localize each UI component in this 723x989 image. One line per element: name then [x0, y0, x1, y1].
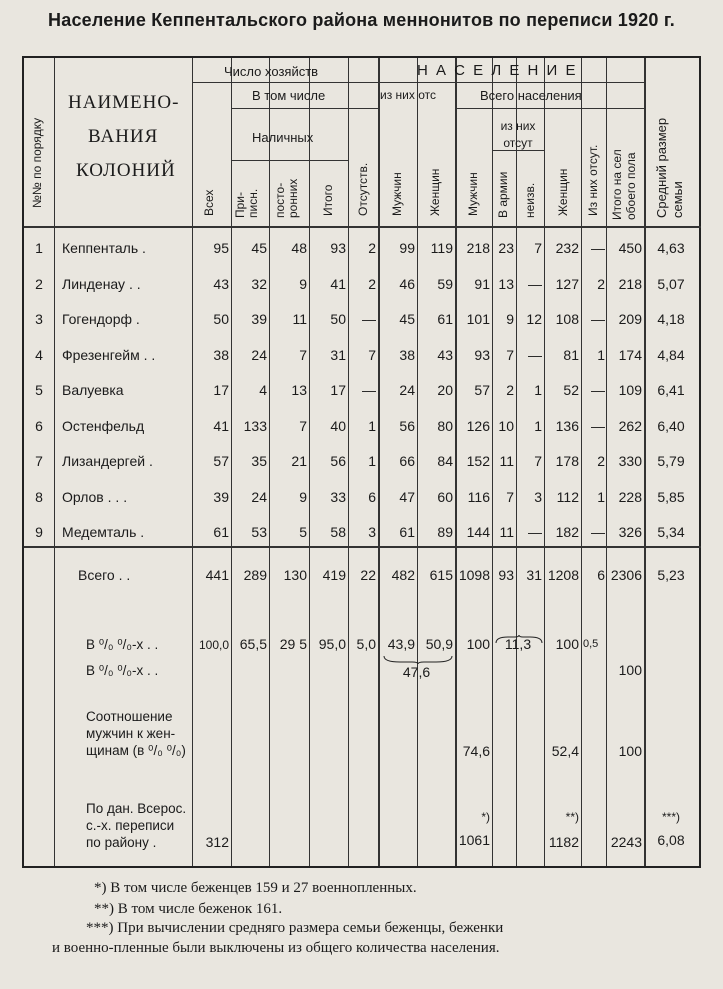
census-avg-mark: ***): [661, 810, 680, 824]
cell-avg: 4,18: [657, 311, 685, 327]
cell-sum: 17: [330, 382, 346, 398]
cell-pm: 91: [474, 276, 490, 292]
ratio-label-1: Соотношение: [86, 709, 173, 724]
cell-unk: 3: [534, 489, 542, 505]
cell-sum: 419: [322, 567, 346, 583]
cell-men: 45: [399, 311, 415, 327]
header-colony-2: ВАНИЯ: [88, 126, 159, 147]
header-army: В армии: [496, 171, 510, 218]
ratio-pop-men: 74,6: [462, 743, 490, 759]
cell-unk: —: [528, 524, 542, 540]
cell-avg: 5,85: [657, 489, 685, 505]
colony-name: Фрезенгейм . .: [62, 347, 156, 363]
cell-men: 66: [399, 453, 415, 469]
cell-reg: 133: [243, 418, 267, 434]
footnote-1: *) В том числе беженцев 159 и 27 военнопленных.: [94, 880, 417, 896]
cell-pm: 1098: [458, 567, 490, 583]
colony-name: Гогендорф .: [62, 311, 140, 327]
cell-wabs: 2: [597, 453, 605, 469]
cell-unk: 1: [534, 418, 542, 434]
cell-pm: 116: [467, 489, 490, 505]
cell-pm: 218: [466, 240, 490, 256]
header-households: Число хозяйств: [224, 64, 319, 79]
cell-total: 441: [205, 567, 229, 583]
cell-army: 93: [498, 567, 514, 583]
cell-pw: 182: [555, 524, 579, 540]
cell-tot: 209: [618, 311, 642, 327]
header-incl: В том числе: [252, 88, 326, 103]
cell-out: 21: [291, 453, 307, 469]
cell-wabs: 1: [597, 489, 605, 505]
cell-abs: 2: [368, 240, 376, 256]
header-of-them-absent-2: из них отсут: [500, 119, 536, 150]
cell-abs: —: [362, 311, 376, 327]
cell-abs: 7: [368, 347, 376, 363]
cell-sum: 40: [330, 418, 346, 434]
cell-tot: 450: [618, 240, 642, 256]
cell-out: 130: [283, 567, 307, 583]
census-avg: 6,08: [657, 832, 685, 848]
percent-army-unknown: 11,3: [504, 636, 532, 652]
cell-tot: 326: [618, 524, 642, 540]
cell-men: 46: [399, 276, 415, 292]
percent-label-2: В ⁰/₀ ⁰/₀-х . .: [86, 663, 159, 678]
percent-women-absent: 0,5: [583, 638, 599, 650]
cell-women: 43: [437, 347, 453, 363]
cell-women: 615: [429, 567, 453, 583]
cell-tot: 262: [618, 418, 642, 434]
cell-out: 13: [291, 382, 307, 398]
cell-pw: 108: [555, 311, 579, 327]
cell-total: 17: [213, 382, 229, 398]
census-pop-women: 1182: [548, 834, 579, 850]
cell-avg: 5,34: [657, 524, 685, 540]
cell-abs: 6: [368, 489, 376, 505]
cell-unk: —: [528, 276, 542, 292]
row-number: 9: [35, 524, 43, 540]
cell-out: 7: [299, 347, 307, 363]
ratio-total-both: 100: [618, 743, 642, 759]
cell-wabs: 1: [597, 347, 605, 363]
cell-pw: 112: [556, 489, 579, 505]
cell-unk: —: [528, 347, 542, 363]
cell-wabs: —: [591, 382, 605, 398]
cell-sum: 50: [330, 311, 346, 327]
colony-name: Линденау . .: [62, 276, 141, 292]
cell-women: 61: [437, 311, 453, 327]
percent-pop-men: 100: [466, 636, 490, 652]
header-pop-women: Женщин: [556, 168, 570, 216]
cell-tot: 218: [618, 276, 642, 292]
colony-name: Остенфельд: [62, 418, 145, 434]
cell-sum: 33: [330, 489, 346, 505]
percent-total-both: 100: [618, 662, 642, 678]
percent-women: 50,9: [425, 636, 453, 652]
cell-pw: 1208: [547, 567, 579, 583]
cell-out: 9: [299, 276, 307, 292]
ratio-label-2: мужчин к жен-: [86, 726, 176, 741]
cell-wabs: —: [591, 311, 605, 327]
cell-total: 39: [213, 489, 229, 505]
cell-abs: 1: [368, 453, 376, 469]
header-total-pop: Всего населения: [480, 88, 582, 103]
cell-pw: 178: [555, 453, 579, 469]
percent-absent: 5,0: [356, 636, 376, 652]
cell-tot: 228: [618, 489, 642, 505]
cell-total: 57: [213, 453, 229, 469]
cell-women: 20: [437, 382, 453, 398]
percent-sum: 95,0: [318, 636, 346, 652]
cell-total: 41: [213, 418, 229, 434]
row-number: 5: [35, 382, 43, 398]
colony-name: Орлов . . .: [62, 489, 128, 505]
cell-men: 61: [399, 524, 415, 540]
cell-pm: 57: [474, 382, 490, 398]
census-total: 312: [205, 834, 229, 850]
cell-reg: 32: [251, 276, 267, 292]
cell-army: 7: [506, 489, 514, 505]
cell-army: 9: [506, 311, 514, 327]
header-population: Н А С Е Л Е Н И Е: [417, 62, 578, 79]
cell-pm: 126: [466, 418, 490, 434]
cell-pw: 136: [555, 418, 579, 434]
header-women: Женщин: [428, 168, 442, 216]
cell-reg: 45: [251, 240, 267, 256]
header-colony-1: НАИМЕНО-: [68, 92, 180, 113]
cell-reg: 35: [251, 453, 267, 469]
cell-wabs: —: [591, 418, 605, 434]
header-row-number: №№ по порядку: [30, 117, 44, 208]
census-label-2: с.-х. переписи: [86, 818, 175, 833]
header-colony-3: КОЛОНИЙ: [76, 160, 176, 181]
cell-reg: 24: [251, 489, 267, 505]
header-outsiders: посто-ронних: [273, 178, 300, 218]
total-label: Всего . .: [78, 567, 131, 583]
percent-outsiders: 29 5: [279, 636, 307, 652]
footnote-3: ***) При вычислении средняго размера семьи беженцы, беженки: [86, 920, 504, 936]
colony-name: Лизандергей .: [62, 453, 153, 469]
header-pop-men: Мужчин: [466, 172, 480, 216]
cell-women: 60: [437, 489, 453, 505]
cell-abs: —: [362, 382, 376, 398]
cell-total: 61: [213, 524, 229, 540]
colony-name: Валуевка: [62, 382, 124, 398]
cell-women: 80: [437, 418, 453, 434]
cell-out: 9: [299, 489, 307, 505]
cell-avg: 4,84: [657, 347, 685, 363]
cell-total: 95: [213, 240, 229, 256]
header-absent: Отсутств.: [356, 162, 370, 216]
colony-name: Медемталь .: [62, 524, 145, 540]
cell-women: 119: [430, 240, 453, 256]
cell-tot: 330: [618, 453, 642, 469]
cell-reg: 4: [259, 382, 267, 398]
cell-total: 38: [213, 347, 229, 363]
cell-tot: 2306: [610, 567, 642, 583]
cell-wabs: —: [591, 240, 605, 256]
cell-pw: 232: [555, 240, 579, 256]
header-of-them-absent: из них отс: [380, 88, 436, 102]
percent-total: 100,0: [198, 638, 229, 652]
cell-men: 482: [391, 567, 415, 583]
cell-pm: 101: [466, 311, 490, 327]
cell-unk: 7: [534, 453, 542, 469]
cell-abs: 2: [368, 276, 376, 292]
header-present: Наличных: [252, 130, 314, 145]
cell-women: 59: [437, 276, 453, 292]
cell-avg: 5,79: [657, 453, 685, 469]
brace-men-women: [382, 654, 454, 664]
row-number: 4: [35, 347, 43, 363]
cell-army: 11: [499, 524, 514, 540]
cell-abs: 22: [360, 567, 376, 583]
cell-pm: 144: [466, 524, 490, 540]
cell-men: 56: [399, 418, 415, 434]
cell-total: 50: [213, 311, 229, 327]
census-pop-men-mark: *): [481, 810, 490, 824]
percent-label-1: В ⁰/₀ ⁰/₀-х . .: [86, 637, 159, 652]
cell-abs: 1: [368, 418, 376, 434]
cell-out: 7: [299, 418, 307, 434]
cell-wabs: —: [591, 524, 605, 540]
header-unknown: неизв.: [523, 182, 537, 218]
cell-men: 24: [399, 382, 415, 398]
cell-pm: 93: [474, 347, 490, 363]
census-pop-men: 1061: [458, 832, 490, 848]
header-women-absent: Из них отсут.: [586, 144, 600, 216]
cell-sum: 56: [330, 453, 346, 469]
header-avg-family: Средний размер семьи: [654, 117, 685, 218]
colony-name: Кеппенталь .: [62, 240, 146, 256]
census-table: [22, 56, 701, 868]
brace-army-unknown: [494, 634, 544, 644]
cell-reg: 53: [251, 524, 267, 540]
cell-unk: 12: [526, 311, 542, 327]
cell-total: 43: [213, 276, 229, 292]
ratio-pop-women: 52,4: [551, 743, 579, 759]
cell-reg: 39: [251, 311, 267, 327]
cell-out: 48: [291, 240, 307, 256]
cell-pm: 152: [466, 453, 490, 469]
cell-army: 23: [498, 240, 514, 256]
cell-wabs: 6: [597, 567, 605, 583]
cell-sum: 41: [330, 276, 346, 292]
census-total-both: 2243: [610, 834, 642, 850]
cell-tot: 174: [618, 347, 642, 363]
cell-reg: 289: [243, 567, 267, 583]
page-title: Население Кеппентальского района меннонитов по переписи 1920 г.: [48, 10, 675, 30]
header-total-both: Итого на сел обоего пола: [610, 149, 638, 220]
cell-army: 13: [498, 276, 514, 292]
census-label-3: по району .: [86, 835, 157, 850]
cell-sum: 93: [330, 240, 346, 256]
cell-pw: 81: [563, 347, 579, 363]
cell-pw: 127: [555, 276, 579, 292]
header-hh-sum: Итого: [321, 184, 335, 216]
row-number: 6: [35, 418, 43, 434]
cell-army: 2: [506, 382, 514, 398]
cell-army: 11: [499, 453, 514, 469]
footnote-2: **) В том числе беженок 161.: [94, 901, 283, 917]
header-registered: При-писн.: [233, 188, 260, 218]
row-number: 8: [35, 489, 43, 505]
header-total-households: Всех: [202, 189, 216, 216]
cell-avg: 5,07: [657, 276, 685, 292]
footnote-4: и военно-пленные были выключены из общего количества населения.: [52, 940, 500, 956]
cell-out: 11: [292, 311, 307, 327]
row-number: 3: [35, 311, 43, 327]
percent-registered: 65,5: [239, 636, 267, 652]
cell-avg: 5,23: [657, 567, 685, 583]
cell-sum: 31: [330, 347, 346, 363]
percent-men: 43,9: [387, 636, 415, 652]
percent-men-women: 47,6: [402, 664, 431, 680]
census-label-1: По дан. Всерос.: [86, 801, 187, 816]
header-men: Мужчин: [390, 172, 404, 216]
cell-avg: 6,41: [657, 382, 685, 398]
cell-pw: 52: [563, 382, 579, 398]
row-number: 7: [35, 453, 43, 469]
cell-abs: 3: [368, 524, 376, 540]
cell-wabs: 2: [597, 276, 605, 292]
cell-men: 99: [399, 240, 415, 256]
cell-unk: 7: [534, 240, 542, 256]
cell-unk: 31: [526, 567, 542, 583]
cell-avg: 4,63: [657, 240, 685, 256]
cell-unk: 1: [534, 382, 542, 398]
row-number: 2: [35, 276, 43, 292]
cell-women: 84: [437, 453, 453, 469]
percent-pop-women: 100: [555, 636, 579, 652]
cell-avg: 6,40: [657, 418, 685, 434]
cell-men: 38: [399, 347, 415, 363]
cell-men: 47: [399, 489, 415, 505]
ratio-label-3: щинам (в ⁰/₀ ⁰/₀): [86, 743, 186, 758]
cell-tot: 109: [618, 382, 642, 398]
cell-sum: 58: [330, 524, 346, 540]
cell-reg: 24: [251, 347, 267, 363]
cell-out: 5: [299, 524, 307, 540]
cell-army: 10: [498, 418, 514, 434]
cell-army: 7: [506, 347, 514, 363]
cell-women: 89: [437, 524, 453, 540]
row-number: 1: [35, 240, 43, 256]
census-pop-women-mark: **): [565, 810, 579, 824]
